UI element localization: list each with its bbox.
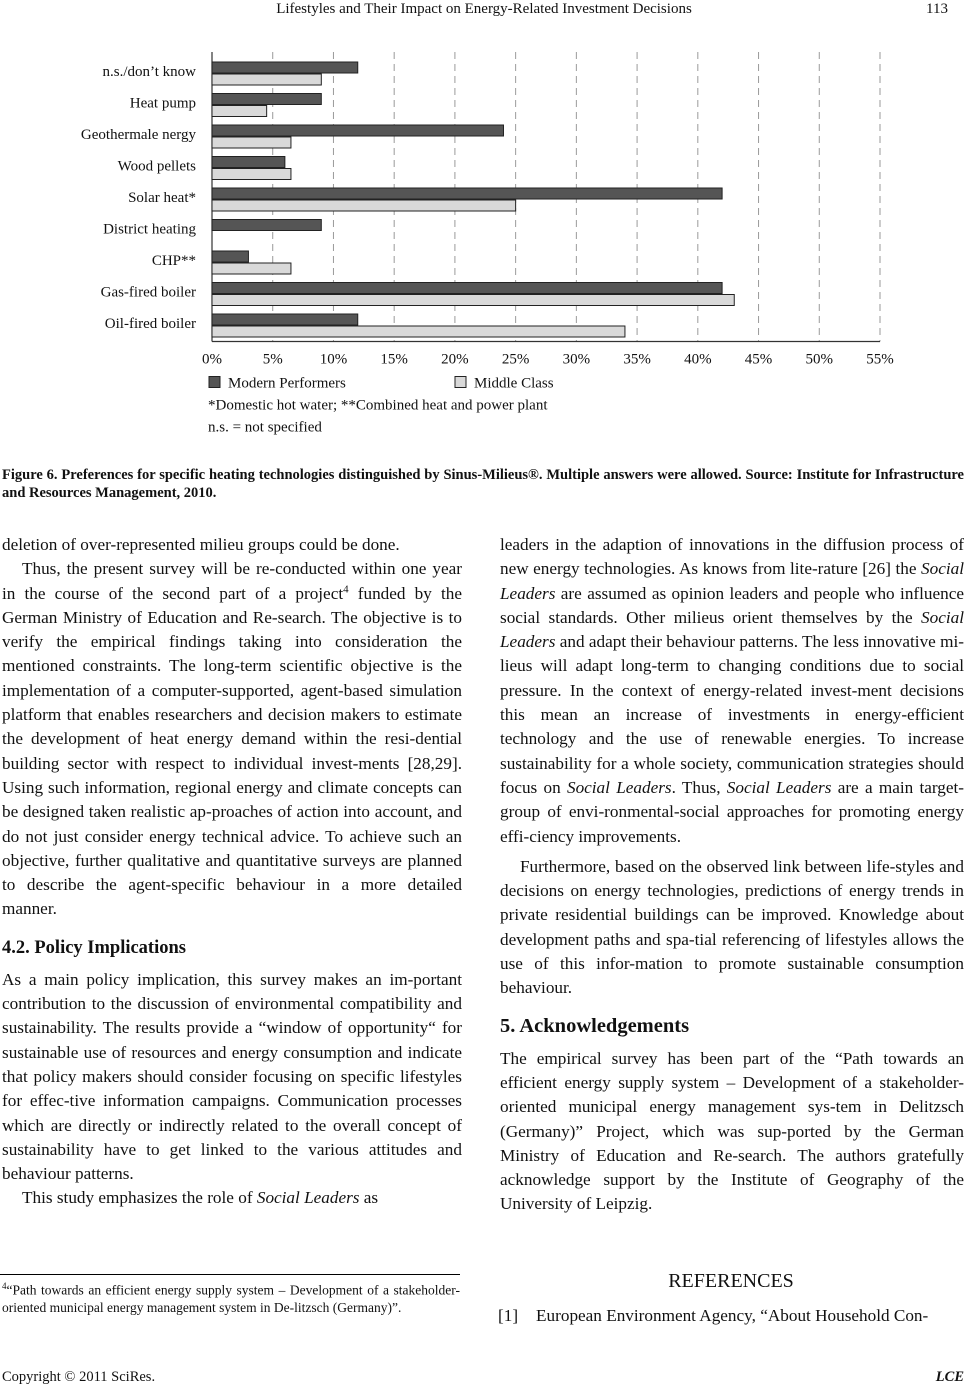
- category-label: CHP**: [151, 253, 196, 269]
- paragraph: The empirical survey has been part of the “Path towards an efficient energy supply system – Development of a stakeholder-oriented municipal energy management sys-tem in Delitzsch (Germany)” Project, which was sup-ported by the German Ministry of Education and Re-search. The authors gratefully acknowledge support by the Institute of Geography of the University of Leipzig.: [500, 1048, 964, 1214]
- x-tick-label: 0%: [202, 351, 222, 368]
- paragraph: deletion of over-represented milieu groups could be done.: [2, 535, 400, 554]
- bar-middle-class: [212, 295, 734, 306]
- category-label: n.s./don’t know: [102, 64, 196, 80]
- bar-middle-class: [212, 200, 516, 211]
- bar-middle-class: [212, 137, 291, 148]
- footnote: $^4$“Path towards an efficient energy supply system – Development of a stakeholder-oriented municipal energy management system in De-litzsch (Germany)”.: [2, 1281, 460, 1315]
- legend-label: Middle Class: [474, 375, 554, 392]
- category-label: Gas-fired boiler: [100, 284, 196, 301]
- bar-modern-performers: [212, 283, 722, 294]
- right-column: [500, 533, 964, 1217]
- bar-modern-performers: [212, 94, 321, 105]
- legend-swatch: [455, 377, 466, 388]
- x-tick-label: 40%: [684, 351, 712, 368]
- x-tick-label: 35%: [623, 351, 651, 368]
- figure-caption: Figure 6. Preferences for specific heating technologies distinguished by Sinus-Milieus®. Multiple answers were allowed. Source: Institute for Infrastructure and Resources Management, 2010.: [2, 467, 964, 501]
- bar-modern-performers: [212, 188, 722, 199]
- copyright: Copyright © 2011 SciRes.: [2, 1369, 156, 1385]
- bar-modern-performers: [212, 62, 358, 73]
- bar-modern-performers: [212, 220, 321, 231]
- bar-modern-performers: [212, 251, 248, 262]
- chart-legend: [208, 376, 554, 436]
- footnote-rule: [0, 1274, 460, 1275]
- paragraph: leaders in the adaption of innovations in the diffusion process of new energy technologies. As knows from lite-rature [26] the Social Leaders are assumed as opinion leaders and people who influence social standards. Other milieus orient themselves by the Social Leaders and adapt their behaviour patterns. The less innovative mi-lieus will adapt long-term to changing conditions due to social pressure. In the context of energy-related invest-ment decisions this mean an increase of investments in energy-efficient technology and the use of renewable energies. To increase sustainability for a whole society, communication strategies should focus on Social Leaders. Thus, Social Leaders are a main target-group of envi-ronmental-social approaches for promoting energy effi-ciency improvements.: [500, 535, 965, 846]
- bar-middle-class: [212, 74, 321, 85]
- chart-tick-labels: [202, 352, 894, 368]
- references-heading: REFERENCES: [668, 1270, 794, 1292]
- chart-category-labels: [81, 64, 197, 332]
- reference-item: [1] European Environment Agency, “About Household Con-: [498, 1306, 929, 1325]
- bar-modern-performers: [212, 125, 503, 136]
- legend-label: Modern Performers: [228, 375, 346, 392]
- x-tick-label: 30%: [562, 351, 591, 368]
- running-title: Lifestyles and Their Impact on Energy-Related Investment Decisions: [276, 1, 692, 17]
- chart-note: n.s. = not specified: [208, 419, 322, 436]
- x-tick-label: 25%: [501, 351, 530, 368]
- bar-middle-class: [212, 326, 625, 337]
- left-column: [2, 533, 462, 1211]
- x-tick-label: 55%: [866, 351, 894, 368]
- bar-middle-class: [212, 263, 291, 274]
- category-label: Wood pellets: [117, 158, 196, 175]
- bar-modern-performers: [212, 314, 358, 325]
- category-label: Oil-fired boiler: [104, 316, 196, 332]
- bar-middle-class: [212, 169, 291, 180]
- legend-swatch: [209, 377, 220, 388]
- x-tick-label: 45%: [744, 351, 773, 368]
- section-heading: 5. Acknowledgements: [500, 1014, 690, 1037]
- journal-name: LCE: [935, 1369, 964, 1385]
- chart-note: *Domestic hot water; **Combined heat and power plant: [208, 397, 548, 414]
- x-tick-label: 10%: [319, 351, 348, 368]
- paragraph: As a main policy implication, this survey makes an im-portant contribution to the discussion of environmental compatibility and sustainability. The results provide a “window of opportunity“ for sustainable use of resources and energy consumption and indicate that policy makers should consider focusing on specific lifestyles for effec-tive information campaigns. Communication processes which are directly or indirectly related to the overall concept of sustainability have to get linked to the various attitudes and behaviour patterns.: [2, 969, 462, 1184]
- paragraph: Thus, the present survey will be re-conducted within one year in the course of the second part of a project$^4$ funded by the German Ministry of Education and Re-search. The objective is to verify the empirical findings taking into consideration the mentioned constraints. The long-term scientific objective is the implementation of a computer-supported, agent-based simulation platform that enables researchers and decision makers to estimate the development of heat energy demand within the resi-dential building sector with respect to individual invest-ments [28,29]. Using such information, regional energy and climate concepts can be designed taken realistic ap-proaches of action into account, and do not just consider energy technical advice. To achieve such an objective, further qualitative and quantitative surveys are planned to describe the agent-specific behaviour in a more detailed manner.: [2, 559, 462, 919]
- x-tick-label: 5%: [262, 351, 283, 368]
- page-number: 113: [926, 1, 948, 17]
- section-heading: 4.2. Policy Implications: [2, 937, 186, 958]
- footnote-ref[interactable]: 4: [343, 582, 349, 595]
- x-tick-label: 20%: [441, 351, 469, 368]
- category-label: District heating: [103, 221, 196, 238]
- category-label: Solar heat*: [128, 190, 196, 206]
- paragraph: Furthermore, based on the observed link between life-styles and decisions on energy technologies, predictions of energy trends in private residential buildings can be improved. Knowledge about development paths and spa-tial referencing of lifestyles allows the use of this infor-mation to promote sustainable consumption behaviour.: [500, 856, 964, 998]
- bar-middle-class: [212, 106, 267, 117]
- paragraph: This study emphasizes the role of Social Leaders as: [22, 1188, 379, 1208]
- bar-chart: [0, 40, 968, 465]
- chart-bars: [212, 62, 734, 337]
- bar-modern-performers: [212, 157, 285, 168]
- x-tick-label: 15%: [380, 351, 408, 368]
- category-label: Heat pump: [129, 95, 196, 112]
- category-label: Geothermale nergy: [80, 127, 196, 143]
- x-tick-label: 50%: [805, 351, 834, 368]
